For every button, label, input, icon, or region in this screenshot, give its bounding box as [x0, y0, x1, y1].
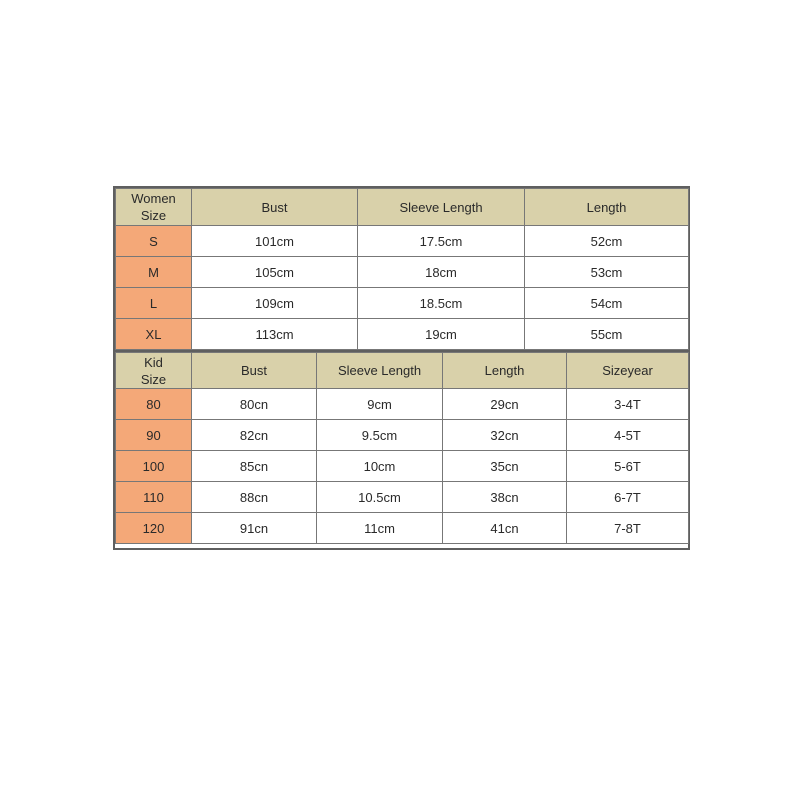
women-size-cell: XL — [116, 319, 192, 350]
kid-size-cell: 80 — [116, 389, 192, 420]
kid-bust-cell: 85cn — [192, 451, 317, 482]
women-size-cell: S — [116, 226, 192, 257]
kid-col-length: Length — [443, 353, 567, 389]
women-length-cell: 54cm — [525, 288, 689, 319]
kid-length-cell: 38cn — [443, 482, 567, 513]
kid-sleeve-cell: 9.5cm — [317, 420, 443, 451]
kid-col-sleeve-length: Sleeve Length — [317, 353, 443, 389]
women-row-s — [116, 226, 689, 257]
kid-sleeve-cell: 9cm — [317, 389, 443, 420]
kid-row-90 — [116, 420, 689, 451]
kid-bust-cell: 88cn — [192, 482, 317, 513]
kid-size-table — [115, 352, 689, 544]
women-col-length: Length — [525, 189, 689, 226]
kid-size-header-line1: Kid — [144, 354, 163, 370]
kid-sleeve-cell: 10cm — [317, 451, 443, 482]
women-size-cell: L — [116, 288, 192, 319]
kid-size-cell: 120 — [116, 513, 192, 544]
kid-sizeyear-cell: 4-5T — [567, 420, 689, 451]
kid-size-cell: 100 — [116, 451, 192, 482]
kid-sizeyear-cell: 6-7T — [567, 482, 689, 513]
size-chart — [113, 186, 690, 550]
kid-row-80 — [116, 389, 689, 420]
kid-bust-cell: 82cn — [192, 420, 317, 451]
kid-sleeve-cell: 10.5cm — [317, 482, 443, 513]
women-header-row — [116, 189, 689, 226]
kid-size-cell: 90 — [116, 420, 192, 451]
women-size-table — [115, 188, 689, 350]
women-size-header-line2: Size — [140, 208, 167, 223]
women-bust-cell: 113cm — [192, 319, 358, 350]
kid-header-row — [116, 353, 689, 389]
kid-size-header — [116, 353, 192, 389]
women-row-l — [116, 288, 689, 319]
kid-row-100 — [116, 451, 689, 482]
kid-size-cell: 110 — [116, 482, 192, 513]
women-sleeve-cell: 18cm — [358, 257, 525, 288]
women-col-sleeve-length: Sleeve Length — [358, 189, 525, 226]
women-sleeve-cell: 19cm — [358, 319, 525, 350]
kid-bust-cell: 80cn — [192, 389, 317, 420]
women-row-xl — [116, 319, 689, 350]
women-bust-cell: 101cm — [192, 226, 358, 257]
women-length-cell: 55cm — [525, 319, 689, 350]
kid-size-header-line2: Size — [140, 371, 167, 387]
women-row-m — [116, 257, 689, 288]
kid-length-cell: 29cn — [443, 389, 567, 420]
women-size-cell: M — [116, 257, 192, 288]
kid-row-110 — [116, 482, 689, 513]
kid-length-cell: 32cn — [443, 420, 567, 451]
kid-length-cell: 35cn — [443, 451, 567, 482]
kid-col-bust: Bust — [192, 353, 317, 389]
women-size-header — [116, 189, 192, 226]
women-sleeve-cell: 17.5cm — [358, 226, 525, 257]
kid-sizeyear-cell: 3-4T — [567, 389, 689, 420]
kid-col-sizeyear: Sizeyear — [567, 353, 689, 389]
women-bust-cell: 109cm — [192, 288, 358, 319]
women-length-cell: 52cm — [525, 226, 689, 257]
kid-sleeve-cell: 11cm — [317, 513, 443, 544]
kid-length-cell: 41cn — [443, 513, 567, 544]
kid-bust-cell: 91cn — [192, 513, 317, 544]
women-length-cell: 53cm — [525, 257, 689, 288]
women-size-header-line1: Women — [131, 191, 176, 206]
kid-sizeyear-cell: 7-8T — [567, 513, 689, 544]
kid-row-120 — [116, 513, 689, 544]
women-bust-cell: 105cm — [192, 257, 358, 288]
kid-sizeyear-cell: 5-6T — [567, 451, 689, 482]
women-sleeve-cell: 18.5cm — [358, 288, 525, 319]
women-col-bust: Bust — [192, 189, 358, 226]
